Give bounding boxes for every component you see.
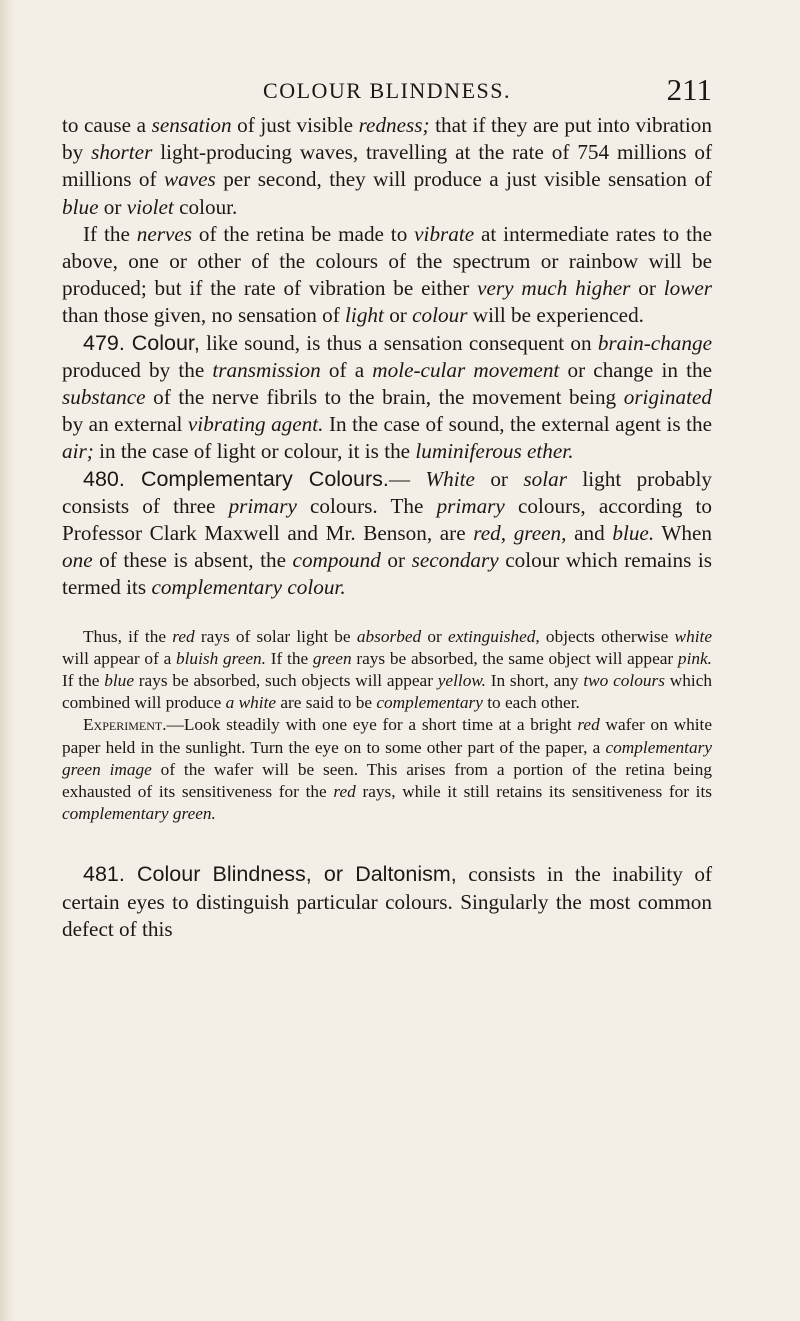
paragraph-nerves: If the nerves of the retina be made to vibrate at intermediate rates to the above, one or other of the colours of the spectrum or rainbow will be produced; but if the rate of vibration be either very much higher or lower than those given, no sensation of light or colour will be experienced. [62, 221, 712, 328]
page-header [62, 70, 712, 110]
paragraph-479: 479. Colour, like sound, is thus a sensation consequent on brain-change produced by the transmission of a mole-cular movement or change in the substance of the nerve fibrils to the brain, the movement being originated by an external vibrating agent. In the case of sound, the external agent is the air; in the case of light or colour, it is the luminiferous ether. [62, 330, 713, 464]
running-head: COLOUR BLINDNESS. [263, 78, 511, 103]
experiment-label: Experiment. [83, 715, 167, 735]
paragraph-480: 480. Complementary Colours.— White or solar light probably consists of three primary colours. The primary colours, according to Professor Clark Maxwell and Mr. Benson, are red, green, and blue. When one of these is absent, the compound or secondary colour which remains is termed its complementary colour. [62, 466, 712, 600]
page-gutter-shadow [0, 0, 14, 1321]
page-number: 211 [666, 72, 712, 107]
paragraph-complementary-examples: Thus, if the red rays of solar light be absorbed or extinguished, objects otherwise white will appear of a bluish green. If the green rays be absorbed, the same object will appear pink. If the blue rays be absorbed, such objects will appear yellow. In short, any two colours which combined will produce a white are said to be complementary to each other. [62, 626, 713, 713]
small-print-block [62, 626, 712, 826]
section-heading-480: 480. Complementary Colours. [83, 466, 389, 491]
section-heading-479: 479. Colour, [83, 330, 200, 355]
page-body [62, 112, 712, 943]
paragraph-continued: to cause a sensation of just visible redness; that if they are put into vibration by shorter light-producing waves, travelling at the rate of 754 millions of millions of waves per second, they will produce a just visible sensation of blue or violet colour. [62, 113, 713, 219]
paragraph-experiment: Experiment.—Look steadily with one eye for a short time at a bright red wafer on white paper held in the sunlight. Turn the eye on to some other part of the paper, a complementary green image of the wafer will be seen. This arises from a portion of the retina being exhausted of its sensitiveness for the red rays, while it still retains its sensitiveness for its complementary green. [62, 715, 712, 824]
section-heading-481: 481. Colour Blindness, or Daltonism, [83, 862, 457, 887]
paragraph-481: 481. Colour Blindness, or Daltonism, consists in the inability of certain eyes to distinguish particular colours. Singularly the most common defect of this [62, 862, 712, 941]
